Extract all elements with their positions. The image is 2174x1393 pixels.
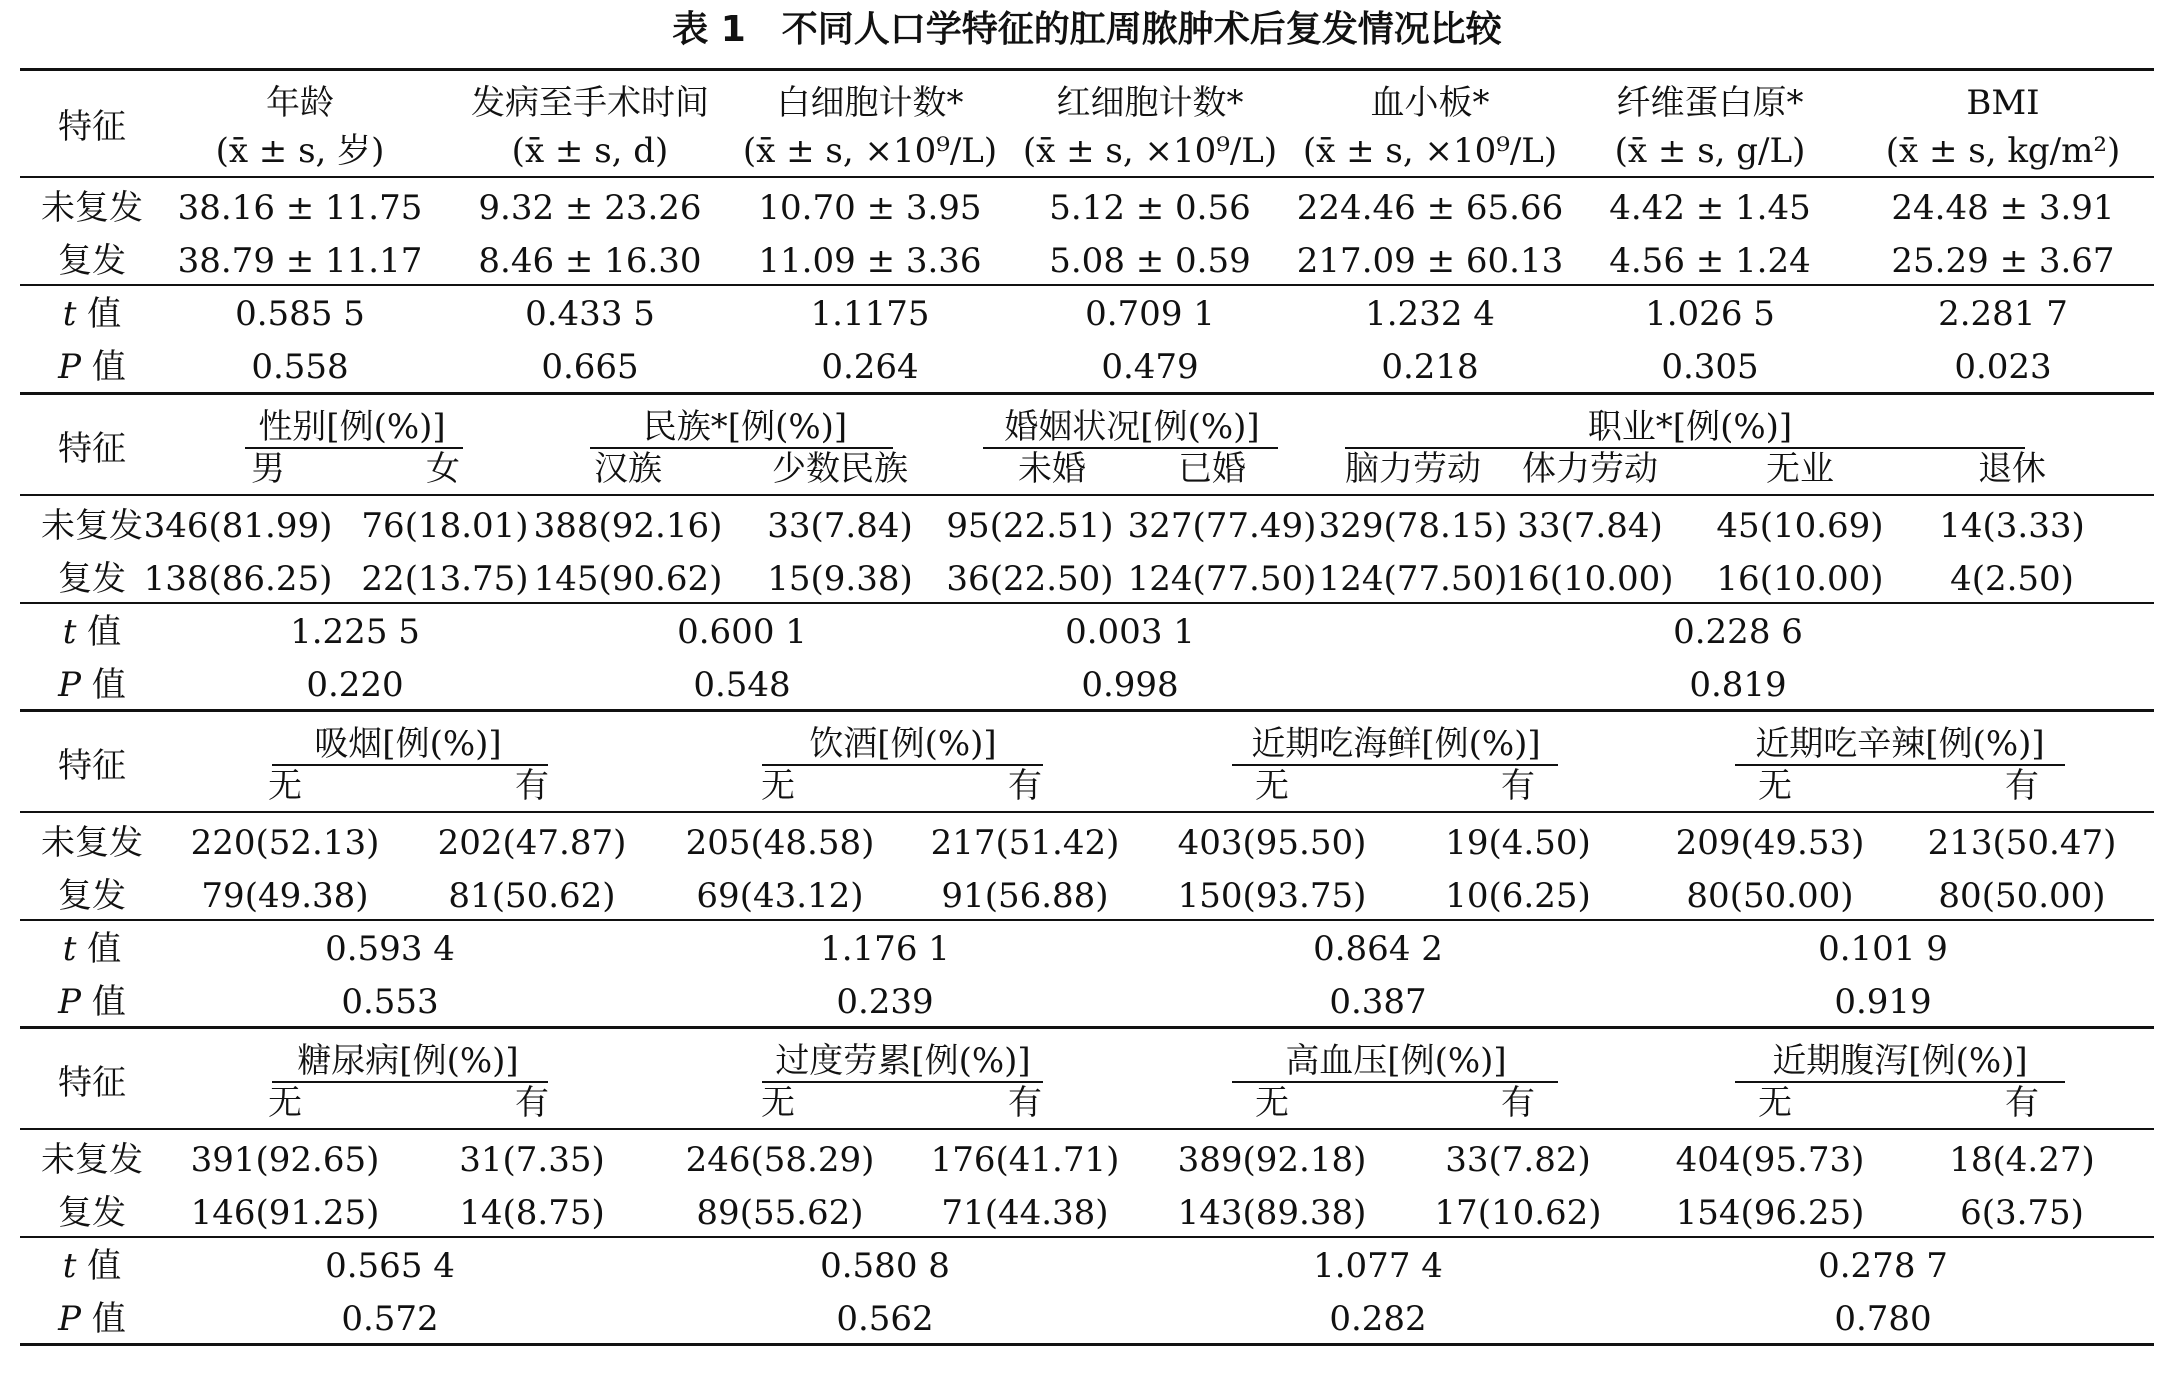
section4-t-label-letter: t: [62, 1246, 77, 1286]
table-bottom-rule: [20, 1343, 2154, 1346]
section1-recur-cell: 8.46 ± 16.30: [478, 241, 702, 281]
section1-p-label: [58, 347, 126, 387]
section2-feature-label: 特征: [58, 429, 126, 469]
section3-subheader: 有: [2005, 766, 2039, 806]
section1-column-name: 纤维蛋白原*: [1616, 83, 1804, 123]
section4-recur-cell: 143(89.38): [1177, 1193, 1367, 1233]
section2-p-value: 0.220: [306, 665, 404, 705]
section4-subheader: 无: [1255, 1083, 1289, 1123]
section1-column-unit: (x̄ ± s, ×10⁹/L): [742, 131, 998, 171]
section4-subheader: 无: [268, 1083, 302, 1123]
section1-no-recur-cell: 9.32 ± 23.26: [478, 188, 702, 228]
section1-p-label-letter: P: [58, 347, 82, 387]
section2-recur-label: 复发: [58, 559, 126, 599]
section3-p-value: 0.387: [1329, 982, 1427, 1022]
section1-column-name: 白细胞计数*: [776, 83, 964, 123]
section4-no-recur-cell: 33(7.82): [1445, 1140, 1591, 1180]
section3-recur-cell: 79(49.38): [201, 876, 369, 916]
section4-recur-cell: 146(91.25): [190, 1193, 380, 1233]
section1-t-label-letter: t: [62, 294, 77, 334]
section3-no-recur-cell: 403(95.50): [1177, 823, 1367, 863]
section1-no-recur-cell: 5.12 ± 0.56: [1049, 188, 1251, 228]
section4-p-value: 0.562: [836, 1299, 934, 1339]
section3-recur-cell: 80(50.00): [1686, 876, 1854, 916]
section3-subheader: 无: [1255, 766, 1289, 806]
section4-group-header: 糖尿病[例(%)]: [297, 1041, 519, 1081]
section2-group-header: 性别[例(%)]: [258, 407, 446, 447]
section2-subheader: 女: [426, 449, 460, 489]
section4-recur-cell: 71(44.38): [941, 1193, 1109, 1233]
section4-recur-cell: 89(55.62): [696, 1193, 864, 1233]
section4-t-value: 0.580 8: [820, 1246, 950, 1286]
section3-no-recur-cell: 217(51.42): [930, 823, 1120, 863]
section1-recur-cell: 11.09 ± 3.36: [758, 241, 982, 281]
section2-recur-cell: 124(77.50): [1318, 559, 1508, 599]
section2-no-recur-cell: 327(77.49): [1127, 506, 1317, 546]
section3-subheader: 有: [1008, 766, 1042, 806]
section2-recur-cell: 16(10.00): [1716, 559, 1884, 599]
section3-recur-cell: 10(6.25): [1445, 876, 1591, 916]
section1-p-value: 0.479: [1101, 347, 1199, 387]
section2-subheader: 脑力劳动: [1345, 449, 1481, 489]
section2-t-value: 0.600 1: [677, 612, 807, 652]
section2-subheader: 体力劳动: [1522, 449, 1658, 489]
section3-group-header: 吸烟[例(%)]: [314, 724, 502, 764]
section2-subheader: 汉族: [594, 449, 662, 489]
section3-top-rule: [20, 709, 2154, 712]
section1-p-value: 0.218: [1381, 347, 1479, 387]
section3-no-recur-cell: 209(49.53): [1675, 823, 1865, 863]
section2-top-rule: [20, 392, 2154, 395]
section3-subheader: 无: [268, 766, 302, 806]
section3-header-rule: [20, 811, 2154, 813]
section2-no-recur-cell: 76(18.01): [361, 506, 529, 546]
section1-top-rule: [20, 68, 2154, 71]
section4-stat-rule: [20, 1236, 2154, 1238]
section4-feature-label: 特征: [58, 1063, 126, 1103]
section1-column-name: 红细胞计数*: [1056, 83, 1244, 123]
section4-subheader: 有: [1501, 1083, 1535, 1123]
section3-group-underline: [272, 764, 548, 766]
section3-no-recur-cell: 220(52.13): [190, 823, 380, 863]
section1-column-unit: (x̄ ± s, ×10⁹/L): [1302, 131, 1558, 171]
section4-group-underline: [272, 1081, 548, 1083]
section4-no-recur-cell: 176(41.71): [930, 1140, 1120, 1180]
section2-no-recur-label: 未复发: [41, 506, 143, 546]
section1-no-recur-cell: 224.46 ± 65.66: [1296, 188, 1564, 228]
section2-subheader: 少数民族: [772, 449, 908, 489]
section4-recur-cell: 154(96.25): [1675, 1193, 1865, 1233]
section1-recur-cell: 4.56 ± 1.24: [1609, 241, 1811, 281]
section3-p-value: 0.239: [836, 982, 934, 1022]
section4-t-label-suffix: 值: [76, 1246, 122, 1286]
section4-recur-label: 复发: [58, 1193, 126, 1233]
section3-no-recur-label: 未复发: [41, 823, 143, 863]
section1-no-recur-label: 未复发: [41, 188, 143, 228]
section3-no-recur-cell: 202(47.87): [437, 823, 627, 863]
section3-feature-label: 特征: [58, 746, 126, 786]
section2-t-label-suffix: 值: [76, 612, 122, 652]
section1-p-value: 0.558: [251, 347, 349, 387]
section2-no-recur-cell: 33(7.84): [1517, 506, 1663, 546]
section1-recur-cell: 25.29 ± 3.67: [1891, 241, 2115, 281]
section4-t-value: 1.077 4: [1313, 1246, 1443, 1286]
section4-group-header: 高血压[例(%)]: [1285, 1041, 1507, 1081]
section4-subheader: 无: [1758, 1083, 1792, 1123]
section3-p-label: [58, 982, 126, 1022]
section2-recur-cell: 16(10.00): [1506, 559, 1674, 599]
section1-no-recur-cell: 10.70 ± 3.95: [758, 188, 982, 228]
section2-t-value: 0.003 1: [1065, 612, 1195, 652]
section1-recur-cell: 217.09 ± 60.13: [1296, 241, 1564, 281]
section3-t-value: 0.101 9: [1818, 929, 1948, 969]
section3-p-label-letter: P: [58, 982, 82, 1022]
section4-t-value: 0.565 4: [325, 1246, 455, 1286]
section3-recur-cell: 69(43.12): [696, 876, 864, 916]
section3-subheader: 无: [1758, 766, 1792, 806]
section3-t-label-letter: t: [62, 929, 77, 969]
section1-column-name: BMI: [1966, 83, 2040, 123]
section1-t-value: 0.709 1: [1085, 294, 1215, 334]
section4-no-recur-cell: 404(95.73): [1675, 1140, 1865, 1180]
section1-column-unit: (x̄ ± s, 岁): [215, 131, 385, 171]
section4-no-recur-cell: 18(4.27): [1949, 1140, 2095, 1180]
table-title: 表 1 不同人口学特征的肛周脓肿术后复发情况比较: [672, 9, 1502, 50]
section4-p-label: [58, 1299, 126, 1339]
section4-group-header: 过度劳累[例(%)]: [775, 1041, 1031, 1081]
section3-recur-cell: 81(50.62): [448, 876, 616, 916]
section2-subheader: 未婚: [1018, 449, 1086, 489]
section1-p-value: 0.023: [1954, 347, 2052, 387]
section2-subheader: 无业: [1766, 449, 1834, 489]
section4-header-rule: [20, 1128, 2154, 1130]
section2-recur-cell: 145(90.62): [533, 559, 723, 599]
section2-t-label-letter: t: [62, 612, 77, 652]
section2-recur-cell: 4(2.50): [1950, 559, 2074, 599]
section4-subheader: 有: [2005, 1083, 2039, 1123]
section1-recur-cell: 5.08 ± 0.59: [1049, 241, 1251, 281]
section3-recur-cell: 150(93.75): [1177, 876, 1367, 916]
section1-header-rule: [20, 176, 2154, 178]
section2-no-recur-cell: 388(92.16): [533, 506, 723, 546]
section2-no-recur-cell: 95(22.51): [946, 506, 1114, 546]
section1-column-name: 年龄: [266, 83, 334, 123]
section3-recur-label: 复发: [58, 876, 126, 916]
section3-group-header: 近期吃海鲜[例(%)]: [1251, 724, 1541, 764]
section4-p-value: 0.572: [341, 1299, 439, 1339]
section3-no-recur-cell: 205(48.58): [685, 823, 875, 863]
section1-t-label: [62, 294, 122, 334]
section4-recur-cell: 6(3.75): [1960, 1193, 2084, 1233]
section2-t-value: 0.228 6: [1673, 612, 1803, 652]
section2-header-rule: [20, 494, 2154, 496]
section3-group-header: 饮酒[例(%)]: [809, 724, 997, 764]
section2-recur-cell: 124(77.50): [1127, 559, 1317, 599]
section1-column-unit: (x̄ ± s, kg/m²): [1885, 131, 2121, 171]
section3-p-value: 0.919: [1834, 982, 1932, 1022]
section2-p-label-letter: P: [58, 665, 82, 705]
section4-group-header: 近期腹泻[例(%)]: [1772, 1041, 2028, 1081]
section1-p-value: 0.665: [541, 347, 639, 387]
section1-recur-label: 复发: [58, 241, 126, 281]
section4-no-recur-cell: 31(7.35): [459, 1140, 605, 1180]
section2-no-recur-cell: 329(78.15): [1318, 506, 1508, 546]
section1-p-value: 0.264: [821, 347, 919, 387]
section1-stat-rule: [20, 284, 2154, 286]
section4-p-value: 0.780: [1834, 1299, 1932, 1339]
section2-p-value: 0.998: [1081, 665, 1179, 705]
section2-no-recur-cell: 45(10.69): [1716, 506, 1884, 546]
section1-no-recur-cell: 4.42 ± 1.45: [1609, 188, 1811, 228]
section2-recur-cell: 36(22.50): [946, 559, 1114, 599]
section1-t-value: 0.433 5: [525, 294, 655, 334]
section1-column-unit: (x̄ ± s, d): [511, 131, 669, 171]
section2-subheader: 男: [251, 449, 285, 489]
section3-recur-cell: 91(56.88): [941, 876, 1109, 916]
section4-t-value: 0.278 7: [1818, 1246, 1948, 1286]
section2-p-label: [58, 665, 126, 705]
section2-no-recur-cell: 346(81.99): [143, 506, 333, 546]
section3-recur-cell: 80(50.00): [1938, 876, 2106, 916]
section4-no-recur-cell: 246(58.29): [685, 1140, 875, 1180]
section1-t-value: 2.281 7: [1938, 294, 2068, 334]
section3-group-header: 近期吃辛辣[例(%)]: [1755, 724, 2045, 764]
section2-p-value: 0.548: [693, 665, 791, 705]
section1-p-value: 0.305: [1661, 347, 1759, 387]
section2-group-header: 职业*[例(%)]: [1587, 407, 1793, 447]
section1-no-recur-cell: 24.48 ± 3.91: [1891, 188, 2115, 228]
section2-group-header: 婚姻状况[例(%)]: [1004, 407, 1260, 447]
section2-recur-cell: 138(86.25): [143, 559, 333, 599]
section3-p-label-suffix: 值: [81, 982, 126, 1022]
section1-t-value: 1.232 4: [1365, 294, 1495, 334]
section4-recur-cell: 14(8.75): [459, 1193, 605, 1233]
section2-subheader: 退休: [1978, 449, 2046, 489]
section3-p-value: 0.553: [341, 982, 439, 1022]
section4-subheader: 无: [761, 1083, 795, 1123]
section4-top-rule: [20, 1026, 2154, 1029]
section1-feature-label: 特征: [58, 107, 126, 147]
section2-group-header: 民族*[例(%)]: [642, 407, 848, 447]
section3-subheader: 有: [515, 766, 549, 806]
section1-no-recur-cell: 38.16 ± 11.75: [177, 188, 423, 228]
section4-p-value: 0.282: [1329, 1299, 1427, 1339]
section1-t-label-suffix: 值: [76, 294, 122, 334]
section1-recur-cell: 38.79 ± 11.17: [177, 241, 423, 281]
section1-column-name: 发病至手术时间: [471, 83, 709, 123]
section2-t-value: 1.225 5: [290, 612, 420, 652]
section1-column-unit: (x̄ ± s, g/L): [1614, 131, 1806, 171]
section2-p-value: 0.819: [1689, 665, 1787, 705]
section3-no-recur-cell: 213(50.47): [1927, 823, 2117, 863]
section4-t-label: [62, 1246, 122, 1286]
section1-t-value: 0.585 5: [235, 294, 365, 334]
section4-no-recur-cell: 391(92.65): [190, 1140, 380, 1180]
section4-no-recur-cell: 389(92.18): [1177, 1140, 1367, 1180]
section1-t-value: 1.026 5: [1645, 294, 1775, 334]
section2-recur-cell: 15(9.38): [767, 559, 913, 599]
section2-t-label: [62, 612, 122, 652]
section1-p-label-suffix: 值: [81, 347, 126, 387]
section1-t-value: 1.1175: [810, 294, 930, 334]
section4-group-underline: [762, 1081, 1043, 1083]
section4-no-recur-label: 未复发: [41, 1140, 143, 1180]
section2-subheader: 已婚: [1178, 449, 1246, 489]
section4-subheader: 有: [1008, 1083, 1042, 1123]
section3-group-underline: [762, 764, 1043, 766]
section2-stat-rule: [20, 602, 2154, 604]
section3-stat-rule: [20, 919, 2154, 921]
section3-t-value: 0.864 2: [1313, 929, 1443, 969]
section3-t-label-suffix: 值: [76, 929, 122, 969]
section4-recur-cell: 17(10.62): [1434, 1193, 1602, 1233]
section3-t-label: [62, 929, 122, 969]
section1-column-name: 血小板*: [1370, 83, 1490, 123]
section2-no-recur-cell: 33(7.84): [767, 506, 913, 546]
section3-subheader: 无: [761, 766, 795, 806]
section1-column-unit: (x̄ ± s, ×10⁹/L): [1022, 131, 1278, 171]
section3-t-value: 1.176 1: [820, 929, 950, 969]
section2-recur-cell: 22(13.75): [361, 559, 529, 599]
section2-p-label-suffix: 值: [81, 665, 126, 705]
section2-no-recur-cell: 14(3.33): [1939, 506, 2085, 546]
section3-subheader: 有: [1501, 766, 1535, 806]
section3-no-recur-cell: 19(4.50): [1445, 823, 1591, 863]
section4-subheader: 有: [515, 1083, 549, 1123]
section4-p-label-suffix: 值: [81, 1299, 126, 1339]
section4-p-label-letter: P: [58, 1299, 82, 1339]
section3-t-value: 0.593 4: [325, 929, 455, 969]
